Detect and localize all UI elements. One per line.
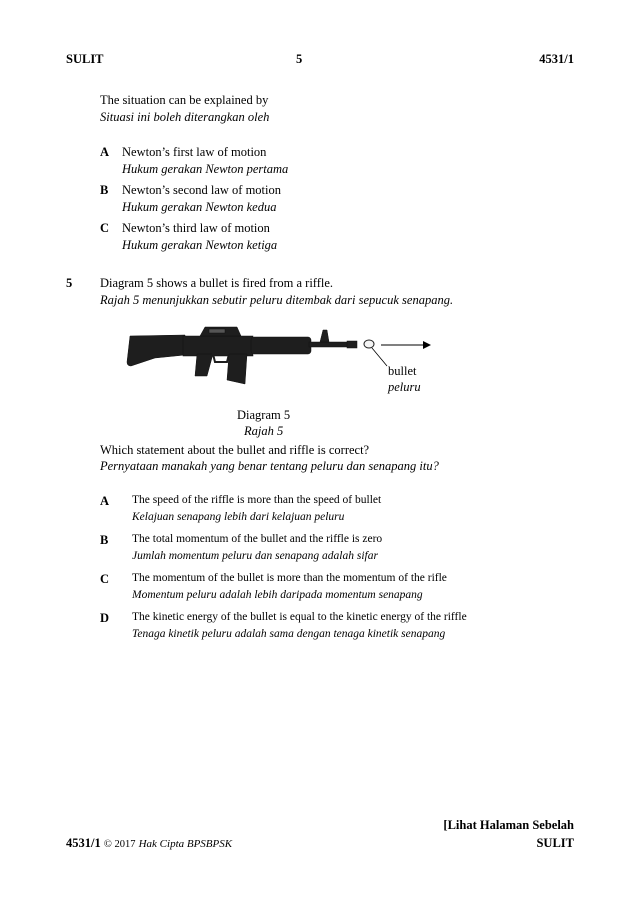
bullet-pointer-line xyxy=(372,348,387,366)
q5-option-d-letter: D xyxy=(100,611,110,625)
q5-question-english: Which statement about the bullet and riffle is correct? xyxy=(100,443,370,457)
q5-stem-english: Diagram 5 shows a bullet is fired from a riffle. xyxy=(100,276,334,290)
next-page-note: [Lihat Halaman Sebelah xyxy=(443,818,574,832)
header-right: 4531/1 xyxy=(539,52,574,66)
q4-option-a-english: Newton’s first law of motion xyxy=(122,145,267,159)
q5-option-b-malay: Jumlah momentum peluru dan senapang adalah sifar xyxy=(132,550,378,562)
header-left: SULIT xyxy=(66,52,104,66)
footer-left xyxy=(66,836,232,851)
bullet-label-english: bullet xyxy=(388,364,417,378)
footer-copyright: © 2017 xyxy=(103,839,136,850)
footer-code: 4531/1 xyxy=(66,836,101,850)
question-5-number: 5 xyxy=(66,276,73,290)
q4-option-a-letter: A xyxy=(100,145,110,159)
q5-option-b-english: The total momentum of the bullet and the riffle is zero xyxy=(132,533,383,545)
diagram-caption-malay: Rajah 5 xyxy=(244,424,284,438)
q5-option-d-malay: Tenaga kinetik peluru adalah sama dengan tenaga kinetik senapang xyxy=(132,628,446,640)
q5-option-a-letter: A xyxy=(100,494,110,508)
rifle-icon xyxy=(127,327,357,384)
q4-option-b-english: Newton’s second law of motion xyxy=(122,183,282,197)
bullet-icon xyxy=(364,340,374,348)
footer-right: SULIT xyxy=(536,836,574,850)
bullet-label-malay: peluru xyxy=(388,380,421,394)
q5-option-c-english: The momentum of the bullet is more than the momentum of the rifle xyxy=(132,572,447,584)
q4-option-c-letter: C xyxy=(100,221,110,235)
q5-question-malay: Pernyataan manakah yang benar tentang peluru dan senapang itu? xyxy=(100,459,439,473)
intro-malay: Situasi ini boleh diterangkan oleh xyxy=(100,110,270,124)
q4-option-b-malay: Hukum gerakan Newton kedua xyxy=(122,200,277,214)
q5-option-d-english: The kinetic energy of the bullet is equal to the kinetic energy of the riffle xyxy=(132,611,467,623)
q4-option-c-malay: Hukum gerakan Newton ketiga xyxy=(122,238,278,252)
page-number: 5 xyxy=(296,52,303,66)
footer-publisher: Hak Cipta BPSBPSK xyxy=(138,838,233,850)
q5-option-b-letter: B xyxy=(100,533,109,547)
q5-option-c-letter: C xyxy=(100,572,110,586)
q5-option-a-english: The speed of the riffle is more than the speed of bullet xyxy=(132,494,382,506)
q4-option-c-english: Newton’s third law of motion xyxy=(122,221,270,235)
q5-option-a-malay: Kelajuan senapang lebih dari kelajuan peluru xyxy=(132,511,345,523)
diagram-caption-english: Diagram 5 xyxy=(237,408,291,422)
q4-option-b-letter: B xyxy=(100,183,109,197)
intro-english: The situation can be explained by xyxy=(100,93,269,107)
q5-stem-malay: Rajah 5 menunjukkan sebutir peluru ditembak dari sepucuk senapang. xyxy=(100,293,454,307)
arrow-head-icon xyxy=(423,341,431,349)
q5-option-c-malay: Momentum peluru adalah lebih daripada momentum senapang xyxy=(132,589,423,601)
q4-option-a-malay: Hukum gerakan Newton pertama xyxy=(122,162,289,176)
